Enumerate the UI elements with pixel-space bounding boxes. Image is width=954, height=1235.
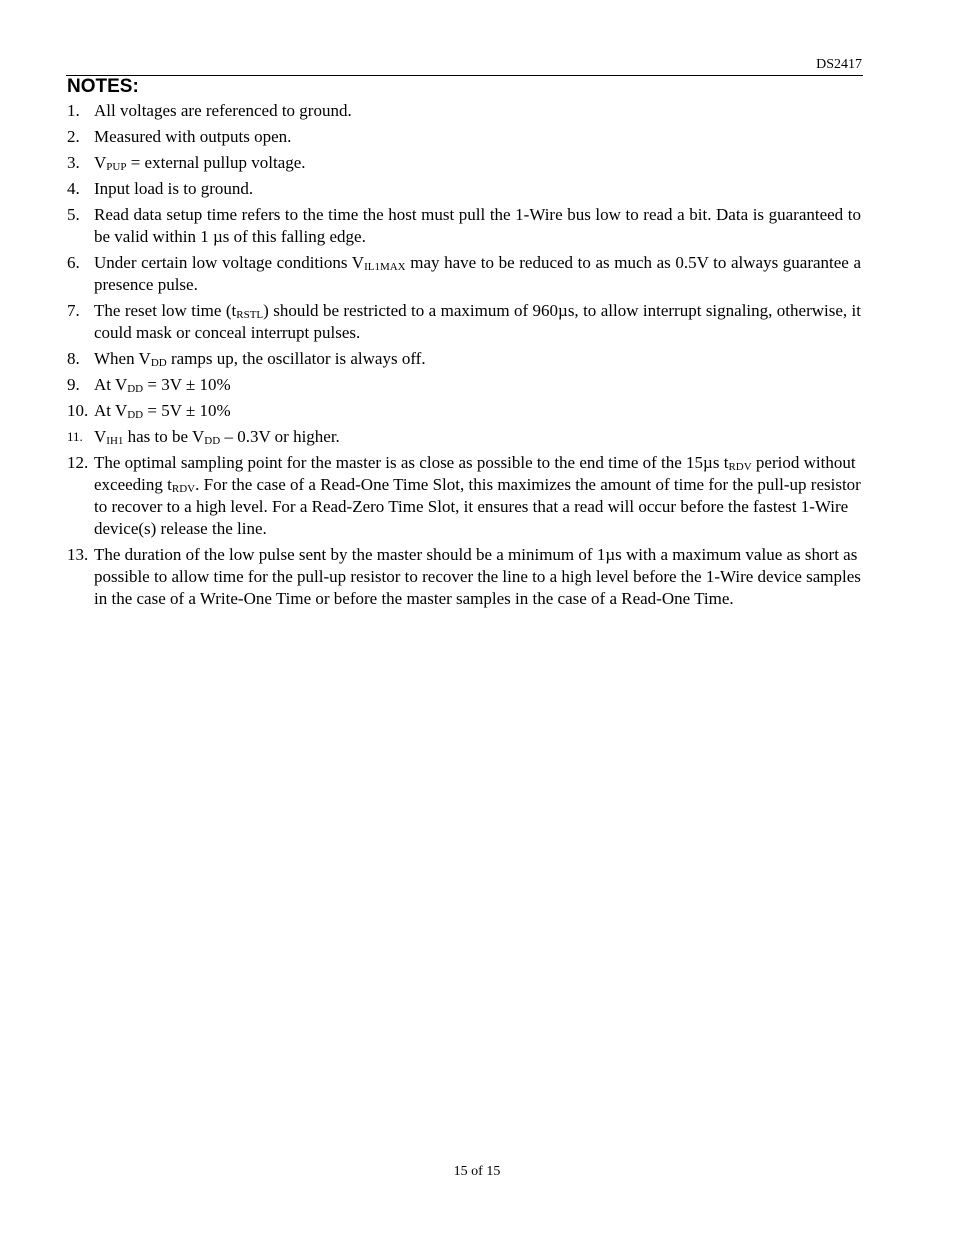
note-subscript: PUP [106,161,127,173]
note-number: 11. [67,429,83,444]
note-text [94,179,253,198]
note-text-run: V [94,427,107,446]
header-rule [66,75,863,76]
note-text-run: may have to be reduced to as much as 0.5V to always guarantee a presence pulse. [94,253,861,294]
note-subscript: DD [150,357,167,369]
note-item [67,452,861,540]
note-text-run: = external pullup voltage. [126,153,306,172]
note-text-run: V [94,153,107,172]
note-number: 2. [67,127,80,146]
note-number: 13. [67,545,89,564]
note-number: 6. [67,253,80,272]
page-number: 15 of 15 [453,1164,501,1179]
note-text-run: = 3V ± 10% [143,375,231,394]
note-text [94,252,861,296]
note-text [94,300,861,344]
notes-list [67,100,861,614]
note-text-run: At V [94,401,128,420]
note-text [94,427,340,446]
note-text-run: . For the case of a Read-One Time Slot, this maximizes the amount of time for the pull-up resistor to recover to a high level. For a Read-Zero Time Slot, it ensures that a read will occur before the fastest 1-Wire device(s) release the line. [94,475,861,538]
note-text-run: ) should be restricted to a maximum of 960µs, to allow interrupt signaling, otherwise, it could mask or conceal interrupt pulses. [94,301,861,342]
note-subscript: RDV [171,483,196,495]
note-number: 4. [67,179,80,198]
note-text-run: At V [94,375,128,394]
note-item [67,152,861,174]
note-text-run: Measured with outputs open. [94,127,292,146]
note-number: 3. [67,153,80,172]
note-item [67,374,861,396]
note-text [94,401,231,420]
note-text-run: ramps up, the oscillator is always off. [166,349,426,368]
note-text-run: – 0.3V or higher. [220,427,340,446]
note-text [94,349,426,368]
note-number: 8. [67,349,80,368]
note-item [67,178,861,200]
note-subscript: RSTL [236,309,264,321]
note-text-run: has to be V [123,427,205,446]
note-text-run: When V [94,349,151,368]
note-text [94,375,231,394]
note-subscript: IL1MAX [364,261,406,273]
note-subscript: IH1 [106,435,124,447]
note-subscript: RDV [728,461,752,473]
note-item [67,348,861,370]
note-item [67,400,861,422]
note-number: 1. [67,101,80,120]
note-text-run: The reset low time (t [94,301,237,320]
note-text-run: = 5V ± 10% [143,401,231,420]
note-number: 10. [67,401,89,420]
note-text-run: Read data setup time refers to the time the host must pull the 1-Wire bus low to read a bit. Data is guaranteed to be valid within 1 µs of this falling edge. [94,205,861,246]
note-subscript: DD [127,383,144,395]
note-item [67,204,861,248]
note-item [67,300,861,344]
document-id: DS2417 [816,57,862,72]
note-text [94,127,291,146]
note-number: 12. [67,453,89,472]
note-text-run: All voltages are referenced to ground. [94,101,352,120]
note-text [94,204,861,248]
note-text-run: The optimal sampling point for the master is as close as possible to the end time of the 15µs t [94,453,729,472]
note-text [94,453,861,538]
note-item [67,126,861,148]
note-number: 5. [67,205,80,224]
note-item [67,426,861,448]
note-subscript: DD [127,409,144,421]
note-subscript: DD [204,435,221,447]
note-text-run: The duration of the low pulse sent by the master should be a minimum of 1µs with a maximum value as short as possible to allow time for the pull-up resistor to recover the line to a high level before the 1-Wire device samples in the case of a Write-One Time or before the master samples in the case of a Read-One Time. [94,545,861,608]
note-item [67,252,861,296]
note-text [94,153,306,172]
note-text-run: Input load is to ground. [94,179,254,198]
note-item [67,544,861,610]
note-text-run: period without exceeding t [94,453,856,494]
note-text-run: Under certain low voltage conditions V [94,253,365,272]
notes-heading: NOTES: [67,76,139,97]
note-number: 7. [67,301,80,320]
note-number: 9. [67,375,80,394]
note-text [94,101,352,120]
note-text [94,545,861,608]
note-item [67,100,861,122]
